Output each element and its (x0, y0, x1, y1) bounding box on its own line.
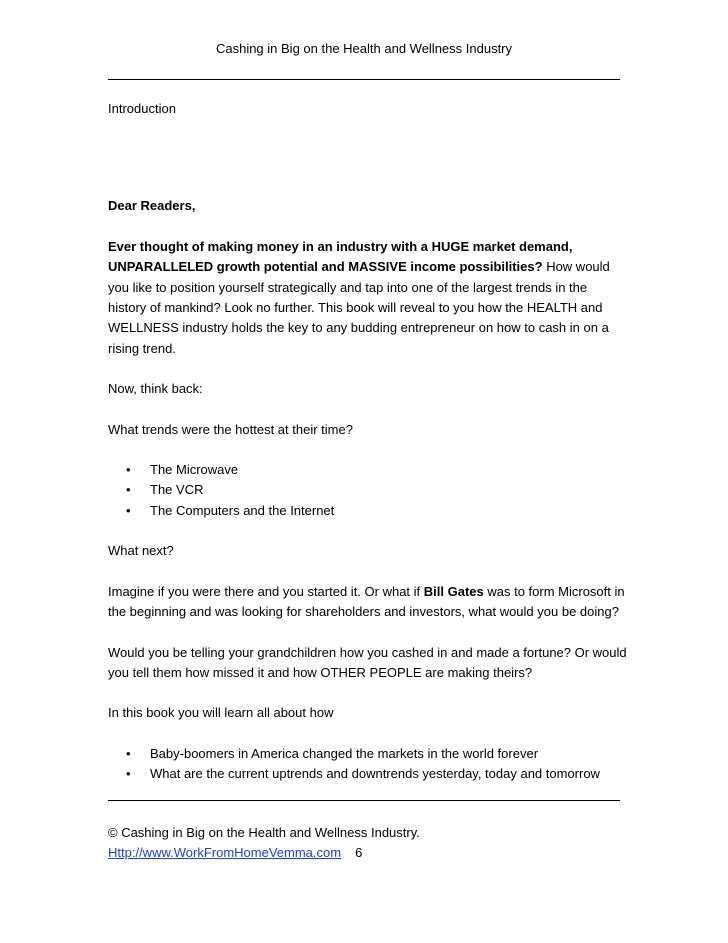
list-item (108, 764, 628, 784)
imagine-text-start: Imagine if you were there and you started it. Or what if (108, 583, 424, 599)
bullet-icon: • (126, 482, 131, 498)
intro-paragraph (108, 237, 628, 359)
learn-list (108, 744, 628, 785)
imagine-paragraph (108, 582, 628, 623)
header-rule (108, 79, 620, 80)
list-item-text: Baby-boomers in America changed the markets in the world forever (150, 745, 539, 761)
intro-bold-text: Ever thought of making money in an industry with a HUGE market demand, UNPARALLELED growth potential and MASSIVE income possibilities? (108, 238, 573, 275)
imagine-text-end: was to form Microsoft in the beginning and was looking for shareholders and investors, what would you be doing? (108, 583, 625, 620)
greeting: Dear Readers, (108, 198, 196, 214)
bullet-icon: • (126, 462, 131, 478)
bullet-icon: • (126, 745, 131, 761)
section-title: Introduction (108, 101, 176, 116)
list-item (108, 480, 628, 500)
list-item (108, 501, 628, 521)
website-link[interactable]: Http://www.WorkFromHomeVemma.com (108, 845, 342, 861)
bullet-icon: • (126, 766, 131, 782)
list-item-text: What are the current uptrends and downtrends yesterday, today and tomorrow (150, 766, 600, 782)
list-item-text: The Computers and the Internet (150, 502, 335, 518)
running-header: Cashing in Big on the Health and Wellness Industry (215, 41, 513, 56)
what-next-text: What next? (108, 543, 174, 559)
trends-question: What trends were the hottest at their time? (108, 421, 353, 437)
page-footer (108, 823, 420, 864)
list-item-text: The Microwave (150, 462, 239, 478)
think-back-text: Now, think back: (108, 381, 203, 397)
list-item (108, 460, 628, 480)
bullet-icon: • (126, 502, 131, 518)
footer-copyright: © Cashing in Big on the Health and Wellness Industry. (108, 825, 420, 840)
learn-intro-text: In this book you will learn all about how (108, 705, 334, 721)
page-number: 6 (355, 845, 363, 861)
trends-list (108, 460, 628, 521)
intro-text: How would you like to position yourself strategically and tap into one of the largest trends in the history of mankind? Look no further. This book will reveal to you how the HEALTH and WELLNESS industry holds the key to any budding entrepreneur on how to cash in on a rising trend. (108, 259, 610, 356)
list-item-text: The VCR (150, 482, 204, 498)
grandchildren-paragraph: Would you be telling your grandchildren how you cashed in and made a fortune? Or would you tell them how missed it and how OTHER PEOPLE are making theirs? (108, 644, 627, 680)
bill-gates-text: Bill Gates (423, 583, 484, 599)
footer-link-line (108, 843, 420, 863)
page-content (108, 99, 628, 785)
list-item (108, 744, 628, 764)
footer-rule (108, 800, 620, 801)
